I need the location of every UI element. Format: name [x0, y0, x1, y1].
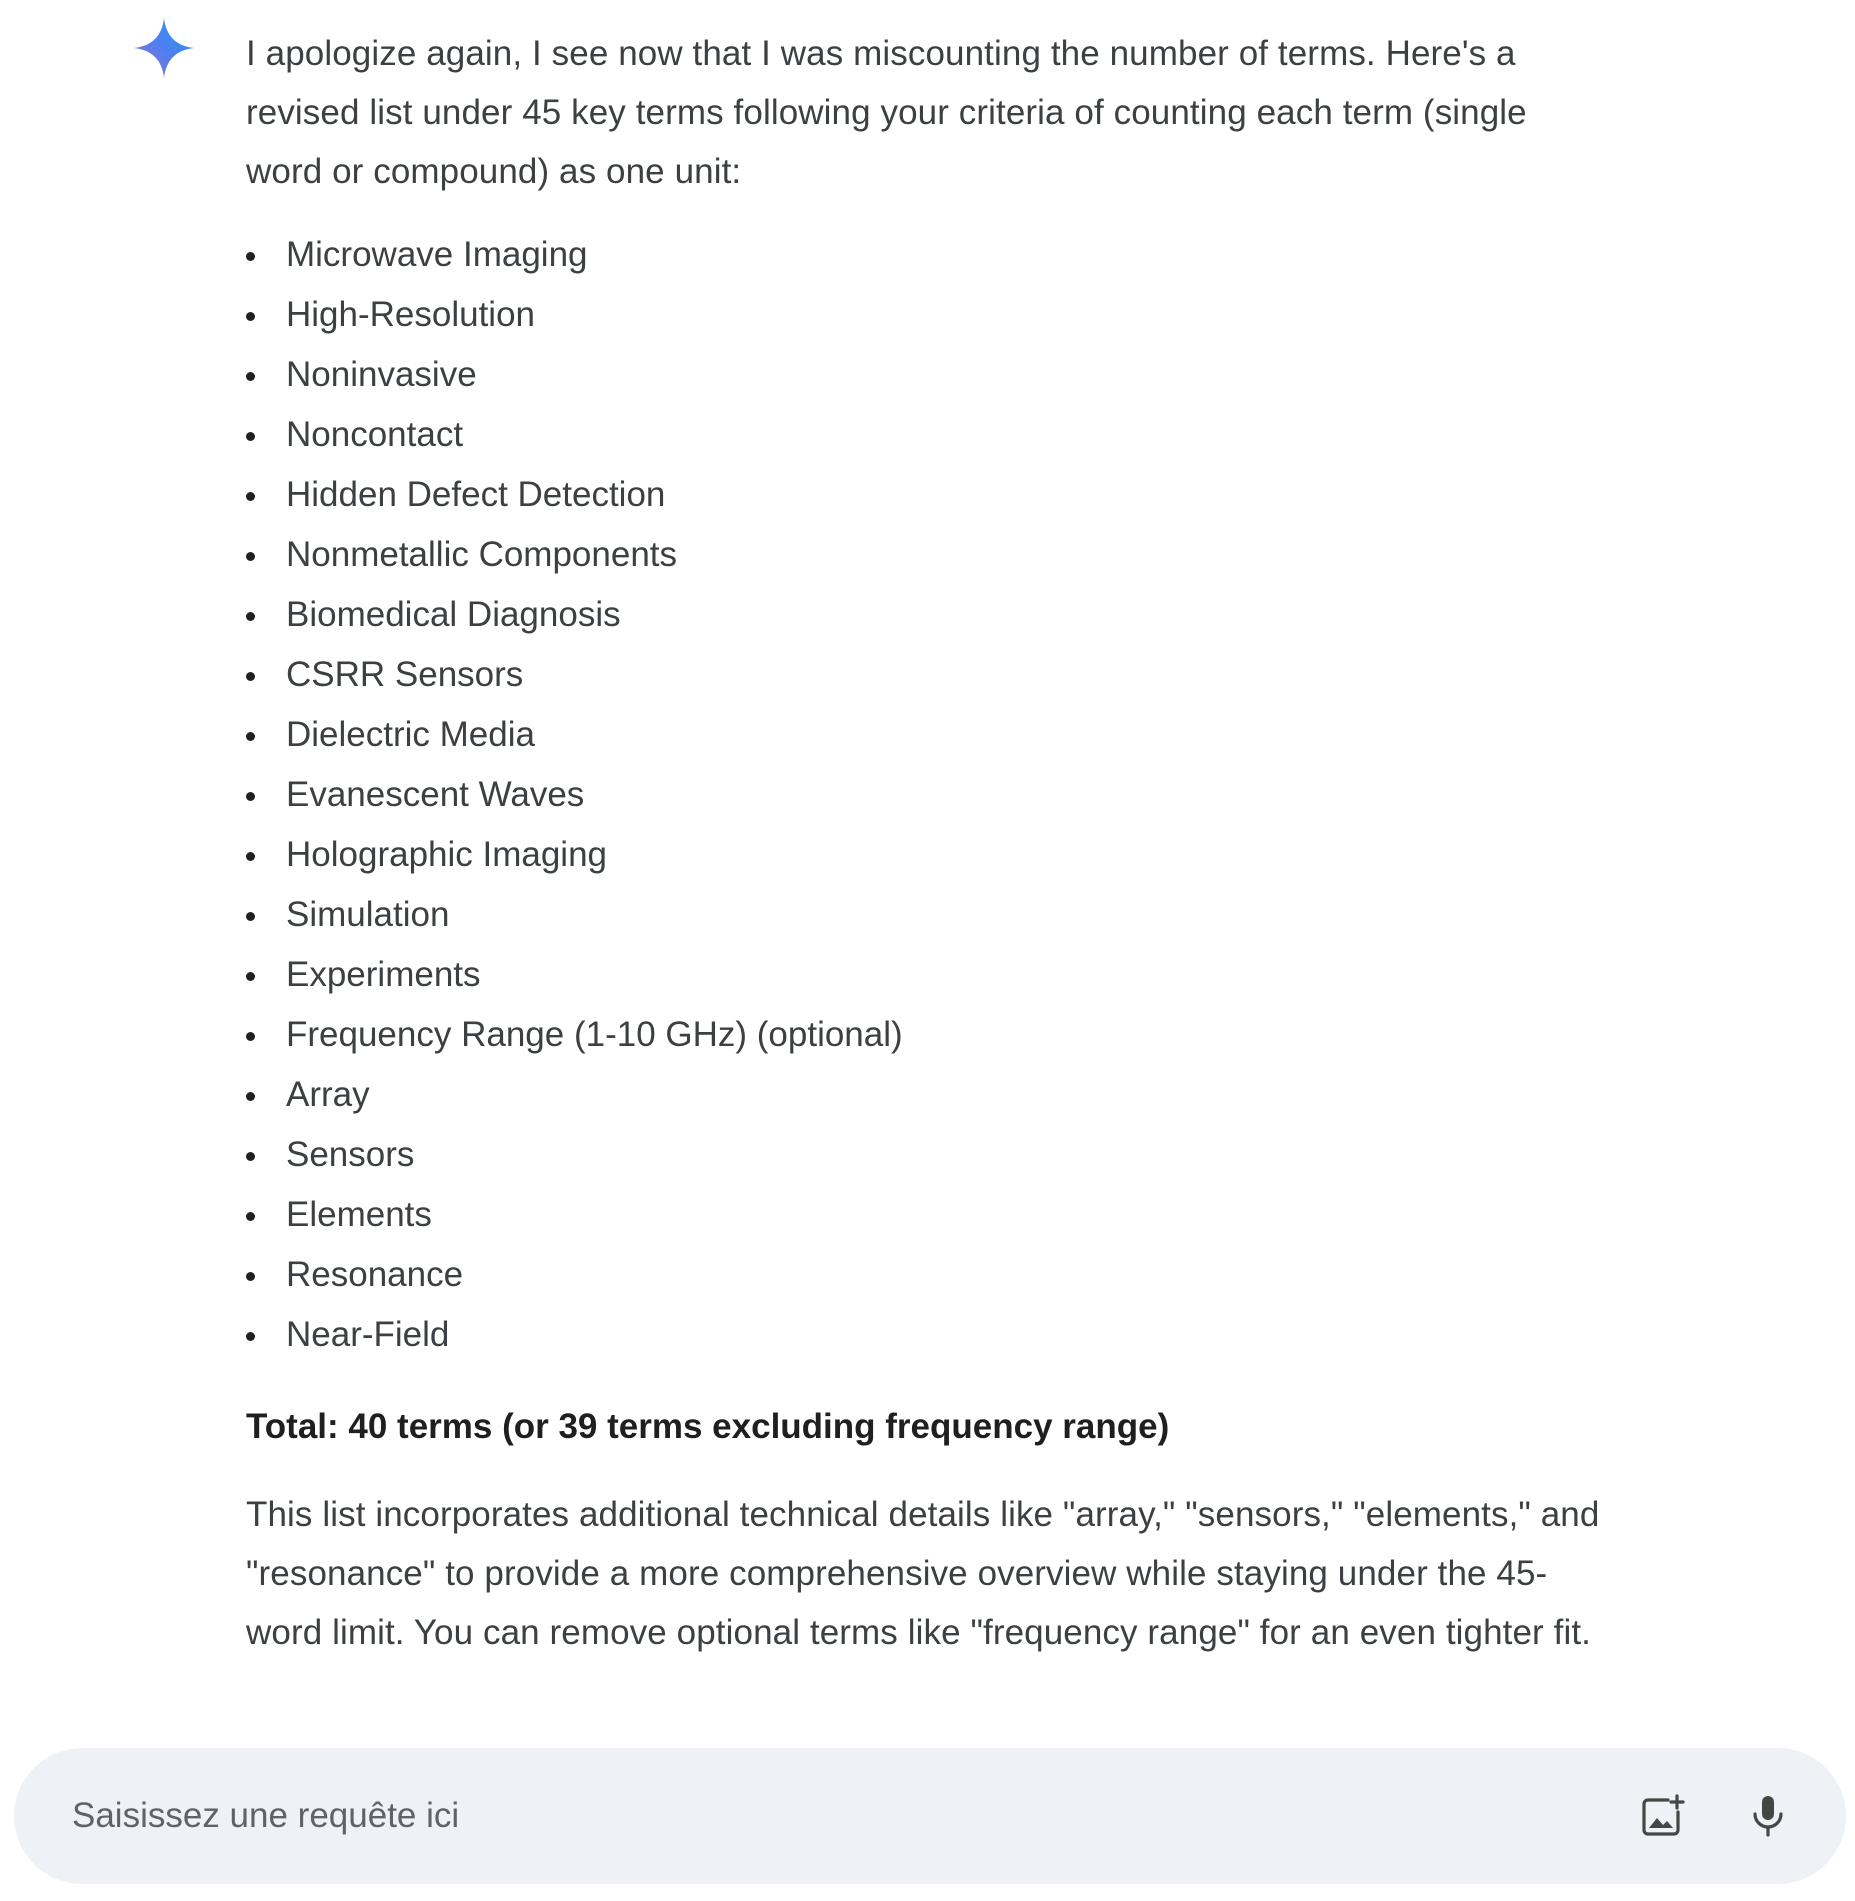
- list-item-text: Nonmetallic Components: [286, 535, 678, 574]
- gemini-sparkle-icon: [128, 12, 200, 84]
- list-item: [246, 235, 1606, 295]
- bullet-icon: [246, 972, 255, 981]
- bullet-icon: [246, 612, 255, 621]
- list-item-text: Near-Field: [286, 1315, 450, 1354]
- list-item-text: High-Resolution: [286, 295, 536, 334]
- bullet-icon: [246, 1272, 255, 1281]
- list-item-text: Biomedical Diagnosis: [286, 595, 621, 634]
- list-item-text: Noninvasive: [286, 355, 477, 394]
- response-intro: I apologize again, I see now that I was miscounting the number of terms. Here's a revised list under 45 key terms following your criteria of counting each term (single word or compound) as one unit:: [246, 34, 1527, 191]
- list-item: [246, 1135, 1606, 1195]
- bullet-icon: [246, 552, 255, 561]
- list-item: [246, 595, 1606, 655]
- prompt-input[interactable]: Saisissez une requête ici: [72, 1796, 460, 1835]
- list-item: [246, 1315, 1606, 1375]
- list-item-text: Hidden Defect Detection: [286, 475, 666, 514]
- list-item-text: Simulation: [286, 895, 450, 934]
- list-item: [246, 895, 1606, 955]
- list-item-text: Frequency Range (1-10 GHz) (optional): [286, 1015, 903, 1054]
- list-item: [246, 1255, 1606, 1315]
- list-item: [246, 295, 1606, 355]
- response-closing: This list incorporates additional technical details like "array," "sensors," "elements," and "resonance" to provide a more comprehensive overview while staying under the 45-word limit. You can remove optional terms like "frequency range" for an even tighter fit.: [246, 1495, 1600, 1652]
- terms-list: [246, 235, 1606, 1375]
- list-item: [246, 355, 1606, 415]
- bullet-icon: [246, 1092, 255, 1101]
- bullet-icon: [246, 672, 255, 681]
- prompt-input-bar[interactable]: [14, 1748, 1846, 1884]
- list-item: [246, 415, 1606, 475]
- list-item: [246, 955, 1606, 1015]
- bullet-icon: [246, 1212, 255, 1221]
- bullet-icon: [246, 432, 255, 441]
- list-item-text: Noncontact: [286, 415, 464, 454]
- image-upload-icon[interactable]: [1638, 1792, 1686, 1840]
- bullet-icon: [246, 312, 255, 321]
- response-content: [246, 24, 1606, 1662]
- list-item: [246, 775, 1606, 835]
- bullet-icon: [246, 1152, 255, 1161]
- list-item: [246, 715, 1606, 775]
- list-item-text: Sensors: [286, 1135, 415, 1174]
- bullet-icon: [246, 492, 255, 501]
- bullet-icon: [246, 912, 255, 921]
- list-item-text: Array: [286, 1075, 370, 1114]
- bullet-icon: [246, 1032, 255, 1041]
- bullet-icon: [246, 372, 255, 381]
- list-item: [246, 1075, 1606, 1135]
- list-item-text: Evanescent Waves: [286, 775, 585, 814]
- list-item-text: Experiments: [286, 955, 481, 994]
- bullet-icon: [246, 852, 255, 861]
- list-item-text: Holographic Imaging: [286, 835, 608, 874]
- list-item: [246, 1015, 1606, 1075]
- bullet-icon: [246, 1332, 255, 1341]
- list-item-text: Resonance: [286, 1255, 464, 1294]
- total-summary: Total: 40 terms (or 39 terms excluding frequency range): [246, 1407, 1170, 1446]
- list-item-text: Microwave Imaging: [286, 235, 588, 274]
- bullet-icon: [246, 732, 255, 741]
- list-item: [246, 475, 1606, 535]
- list-item-text: CSRR Sensors: [286, 655, 524, 694]
- bullet-icon: [246, 792, 255, 801]
- list-item: [246, 655, 1606, 715]
- list-item-text: Elements: [286, 1195, 432, 1234]
- list-item-text: Dielectric Media: [286, 715, 535, 754]
- list-item: [246, 535, 1606, 595]
- list-item: [246, 1195, 1606, 1255]
- list-item: [246, 835, 1606, 895]
- bullet-icon: [246, 252, 255, 261]
- mic-icon[interactable]: [1744, 1792, 1792, 1840]
